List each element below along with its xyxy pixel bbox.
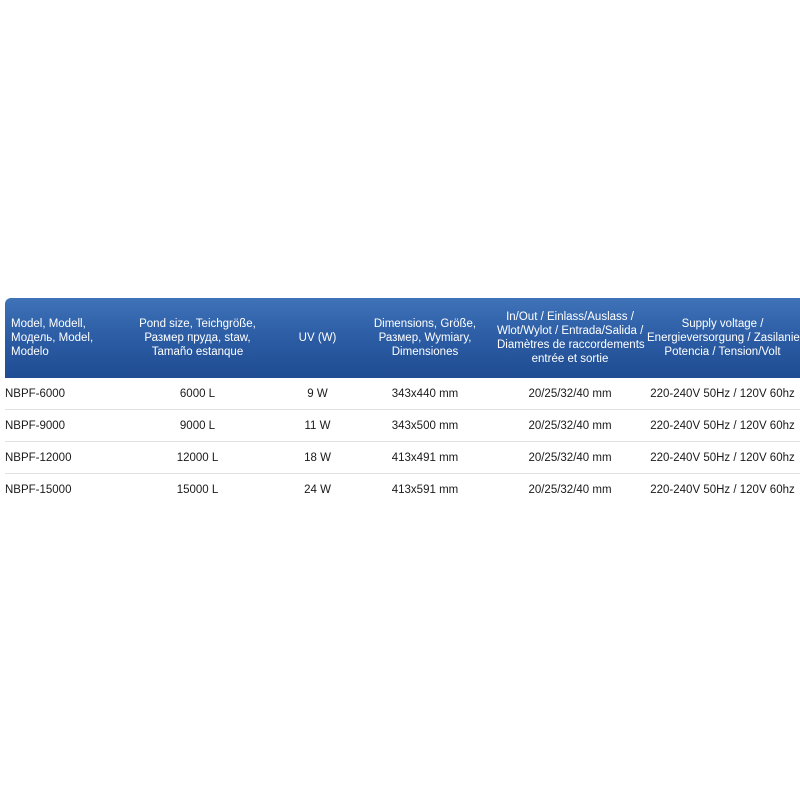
cell-uv: 11 W <box>280 410 355 442</box>
cell-model: NBPF-6000 <box>5 378 115 410</box>
header-dimensions: Dimensions, Größe, Размер, Wymiary, Dimensiones <box>373 318 477 358</box>
header-uv: UV (W) <box>298 332 337 344</box>
header-voltage: Supply voltage / Energieversorgung / Zasilanie Potencia / Tension/Volt <box>647 318 800 358</box>
cell-pond-size: 15000 L <box>176 483 219 496</box>
cell-pond-size: 6000 L <box>115 378 280 410</box>
cell-voltage: 220-240V 50Hz / 120V 60hz <box>645 442 800 474</box>
cell-dimensions: 413x591 mm <box>391 483 459 496</box>
cell-pond-size: 9000 L <box>115 410 280 442</box>
header-model: Model, Modell, Модель, Model, Modelo <box>11 318 94 358</box>
table-row <box>5 474 800 506</box>
cell-in-out: 20/25/32/40 mm <box>495 378 645 410</box>
table-row <box>5 378 800 410</box>
header-row <box>5 298 800 378</box>
cell-in-out: 20/25/32/40 mm <box>495 410 645 442</box>
cell-in-out: 20/25/32/40 mm <box>528 483 612 496</box>
cell-uv: 24 W <box>304 483 331 496</box>
cell-in-out: 20/25/32/40 mm <box>495 442 645 474</box>
table-header <box>5 298 800 378</box>
cell-uv: 9 W <box>280 378 355 410</box>
table-row <box>5 410 800 442</box>
cell-uv: 18 W <box>280 442 355 474</box>
cell-model: NBPF-15000 <box>5 483 72 496</box>
cell-model: NBPF-12000 <box>5 442 115 474</box>
cell-model: NBPF-9000 <box>5 410 115 442</box>
cell-dimensions: 343x500 mm <box>355 410 495 442</box>
table-row <box>5 442 800 474</box>
cell-dimensions: 343x440 mm <box>355 378 495 410</box>
header-in-out: In/Out / Einlass/Auslass / Wlot/Wylot / Entrada/Salida / Diamètres de raccordements entrée et sortie <box>497 311 645 365</box>
header-pond-size: Pond size, Teichgröße, Размер пруда, staw, Tamaño estanque <box>139 318 256 358</box>
cell-voltage: 220-240V 50Hz / 120V 60hz <box>650 483 795 496</box>
cell-pond-size: 12000 L <box>115 442 280 474</box>
cell-dimensions: 413x491 mm <box>355 442 495 474</box>
cell-voltage: 220-240V 50Hz / 120V 60hz <box>645 378 800 410</box>
table-body <box>5 378 800 505</box>
spec-table <box>5 298 800 505</box>
cell-voltage: 220-240V 50Hz / 120V 60hz <box>645 410 800 442</box>
